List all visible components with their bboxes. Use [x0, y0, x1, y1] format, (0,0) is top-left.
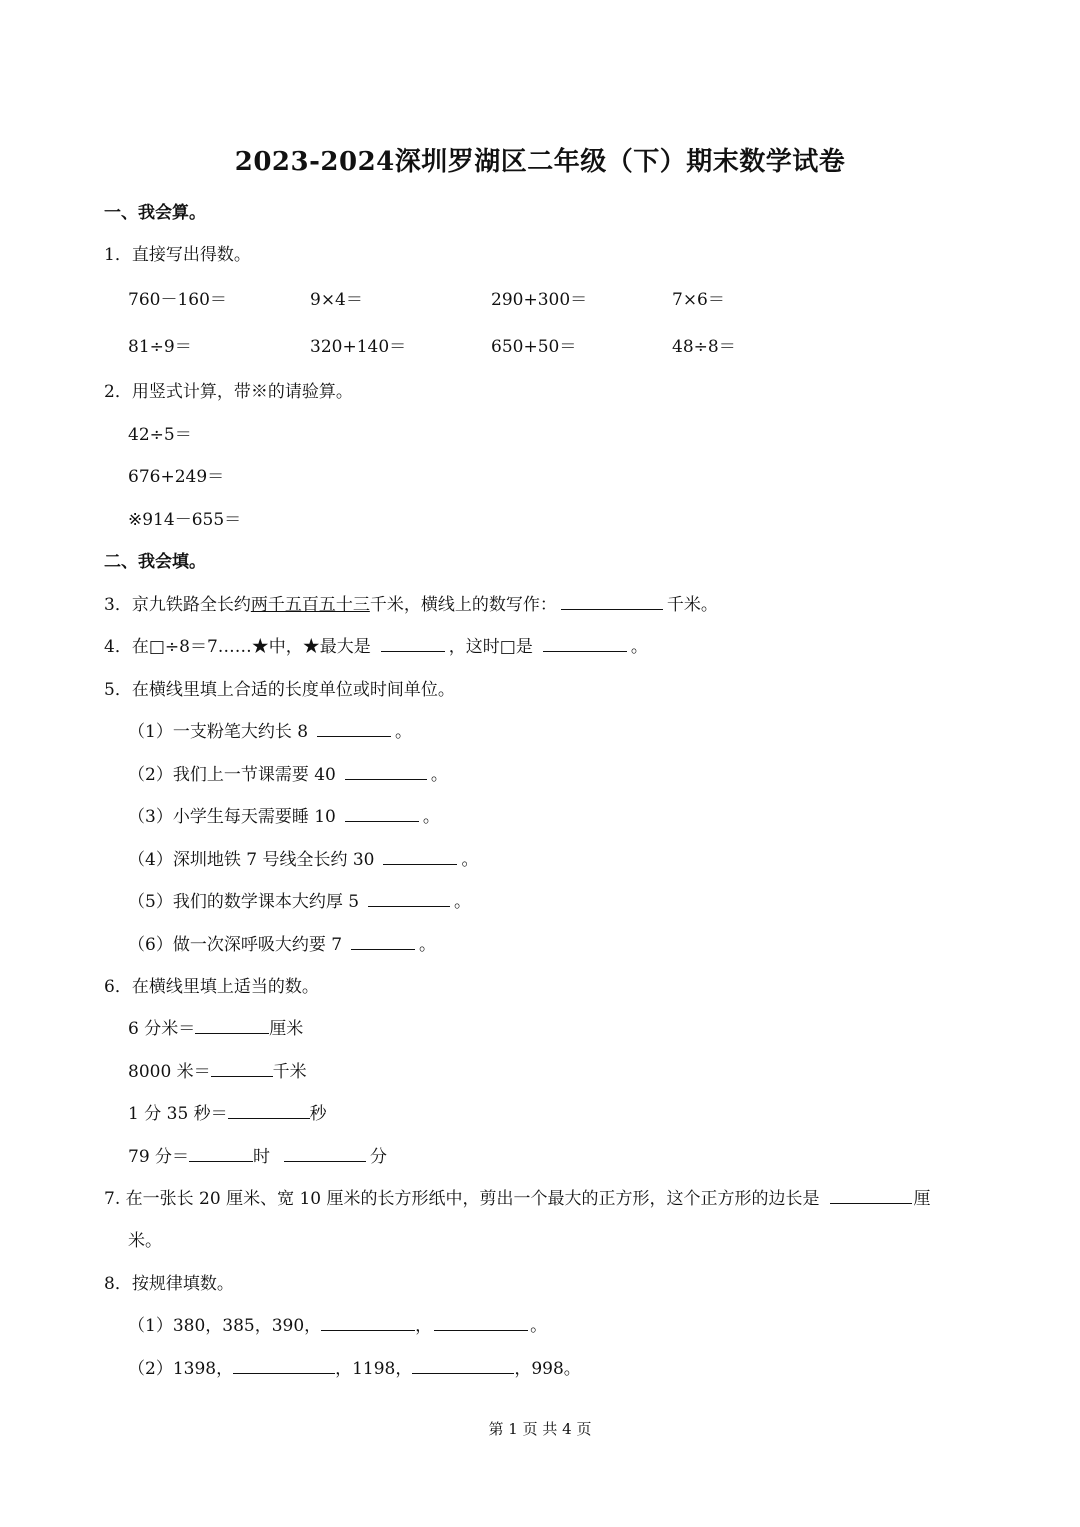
answer-blank[interactable] [211, 1058, 273, 1077]
answer-blank[interactable] [368, 888, 450, 907]
answer-blank[interactable] [345, 761, 427, 780]
q5-item [128, 760, 448, 785]
q6-item-unit: 秒 [309, 1104, 327, 1124]
q5-item-end: 。 [419, 935, 437, 955]
q5-item-end: 。 [454, 892, 472, 912]
q3-underlined-number: 两千五百五十三 [250, 595, 370, 615]
answer-blank[interactable] [317, 718, 391, 737]
q1-item: 760－160＝ [128, 290, 227, 310]
q5-item [128, 845, 478, 870]
q1-item: 320+140＝ [310, 337, 407, 357]
q5-item-text: （2）我们上一节课需要 40 [128, 765, 336, 785]
q8-end: 。 [530, 1316, 548, 1336]
q6-item-unit: 时 [253, 1147, 271, 1167]
q1-item: 48÷8＝ [672, 337, 736, 357]
answer-blank[interactable] [228, 1100, 310, 1119]
section-heading-fill: 二、我会填。 [104, 552, 206, 572]
q4-middle: ，这时□是 [448, 637, 533, 657]
q1-item: 7×6＝ [672, 290, 725, 310]
q5-item [128, 930, 436, 955]
q1-item: 650+50＝ [491, 337, 577, 357]
question-8-label: 8．按规律填数。 [104, 1274, 234, 1294]
q8-sequence-text: ，998。 [514, 1359, 581, 1379]
q3-prefix: 3．京九铁路全长约 [104, 595, 251, 615]
answer-blank[interactable] [189, 1143, 253, 1162]
question-5-label: 5．在横线里填上合适的长度单位或时间单位。 [104, 680, 455, 700]
answer-blank[interactable] [561, 591, 663, 610]
q8-separator: ， [415, 1316, 433, 1336]
q6-item-text: 79 分＝ [128, 1147, 190, 1167]
q5-item [128, 717, 412, 742]
q7-text: 7. 在一张长 20 厘米、宽 10 厘米的长方形纸中，剪出一个最大的正方形，这个正方形的边长是 [104, 1189, 820, 1209]
answer-blank[interactable] [233, 1355, 335, 1374]
page-footer: 第 1 页 共 4 页 [488, 1420, 592, 1438]
q8-sequence-2 [128, 1354, 581, 1379]
answer-blank[interactable] [284, 1143, 366, 1162]
answer-blank[interactable] [830, 1185, 912, 1204]
q8-sequence-1 [128, 1311, 547, 1336]
q5-item-end: 。 [395, 722, 413, 742]
q5-item-text: （6）做一次深呼吸大约要 7 [128, 935, 343, 955]
q5-item-text: （3）小学生每天需要睡 10 [128, 807, 336, 827]
q8-sequence-text: （2）1398， [128, 1359, 234, 1379]
q1-item: 290+300＝ [491, 290, 588, 310]
q5-item-end: 。 [422, 807, 440, 827]
q5-item [128, 887, 471, 912]
q6-item-unit: 千米 [272, 1062, 307, 1082]
q6-item [128, 1014, 303, 1039]
answer-blank[interactable] [345, 803, 419, 822]
q6-item [128, 1057, 307, 1082]
answer-blank[interactable] [383, 846, 457, 865]
section-heading-calc: 一、我会算。 [104, 203, 206, 223]
q8-sequence-text: （1）380，385，390， [128, 1316, 322, 1336]
q3-middle: 千米，横线上的数写作： [369, 595, 557, 615]
q5-item [128, 802, 440, 827]
question-4 [104, 632, 648, 657]
q5-item-end: 。 [461, 850, 479, 870]
q5-item-end: 。 [430, 765, 448, 785]
question-3 [104, 590, 718, 615]
q2-item: ※914－655＝ [128, 510, 242, 530]
q2-item: 42÷5＝ [128, 425, 192, 445]
q1-item: 9×4＝ [310, 290, 363, 310]
q1-item: 81÷9＝ [128, 337, 192, 357]
answer-blank[interactable] [412, 1355, 514, 1374]
page-title: 2023-2024深圳罗湖区二年级（下）期末数学试卷 [234, 147, 846, 177]
q6-item-text: 1 分 35 秒＝ [128, 1104, 228, 1124]
q6-item [128, 1099, 327, 1124]
q7-text-end: 厘 [913, 1189, 931, 1209]
q6-item-text: 8000 米＝ [128, 1062, 211, 1082]
q5-item-text: （4）深圳地铁 7 号线全长约 30 [128, 850, 375, 870]
q3-suffix: 千米。 [666, 595, 718, 615]
question-2-label: 2．用竖式计算，带※的请验算。 [104, 382, 353, 402]
q6-item-unit: 分 [370, 1147, 388, 1167]
answer-blank[interactable] [351, 931, 415, 950]
q4-suffix: 。 [630, 637, 648, 657]
q6-item-unit: 厘米 [269, 1019, 304, 1039]
answer-blank[interactable] [434, 1312, 528, 1331]
q6-item-text: 6 分米＝ [128, 1019, 196, 1039]
q6-item [128, 1142, 387, 1167]
answer-blank[interactable] [543, 633, 627, 652]
question-1-label: 1．直接写出得数。 [104, 245, 251, 265]
question-6-label: 6．在横线里填上适当的数。 [104, 977, 319, 997]
q2-item: 676+249＝ [128, 467, 225, 487]
q7-continuation: 米。 [128, 1231, 162, 1251]
answer-blank[interactable] [321, 1312, 415, 1331]
answer-blank[interactable] [381, 633, 445, 652]
answer-blank[interactable] [195, 1015, 269, 1034]
q4-prefix: 4．在□÷8＝7……★中，★最大是 [104, 637, 371, 657]
q5-item-text: （1）一支粉笔大约长 8 [128, 722, 309, 742]
q8-sequence-text: ，1198， [335, 1359, 413, 1379]
q5-item-text: （5）我们的数学课本大约厚 5 [128, 892, 360, 912]
question-7 [104, 1184, 931, 1209]
